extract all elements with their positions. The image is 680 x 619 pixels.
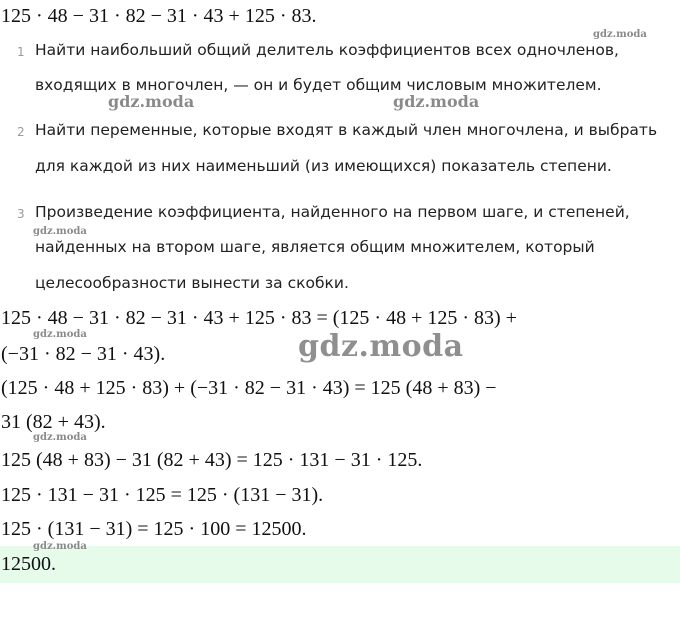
step-number: 1 — [17, 45, 25, 59]
problem-expression: 125 · 48 − 31 · 82 − 31 · 43 + 125 · 83. — [1, 5, 317, 27]
watermark: gdz.moda — [108, 92, 195, 111]
solution-line: 125 · (131 − 31) = 125 · 100 = 12500. — [1, 518, 307, 540]
answer-value: 12500. — [1, 553, 56, 575]
watermark: gdz.moda — [33, 432, 87, 443]
solution-line: (−31 · 82 − 31 · 43). — [1, 343, 166, 365]
step-number: 3 — [17, 207, 25, 221]
watermark: gdz.moda — [33, 541, 87, 552]
step-line: для каждой из них наименьший (из имеющихся) показатель степени. — [35, 157, 612, 175]
step-line: Найти переменные, которые входят в каждый член многочлена, и выбрать — [35, 121, 658, 139]
solution-line: (125 · 48 + 125 · 83) + (−31 · 82 − 31 · 43) = 125 (48 + 83) − — [1, 377, 497, 399]
step-line: целесообразности вынести за скобки. — [35, 274, 349, 292]
solution-line: 125 (48 + 83) − 31 (82 + 43) = 125 · 131 − 31 · 125. — [1, 449, 423, 471]
step-line: найденных на втором шаге, является общим множителем, который — [35, 238, 595, 256]
step-line: входящих в многочлен, — он и будет общим числовым множителем. — [35, 76, 602, 94]
watermark: gdz.moda — [298, 329, 464, 364]
watermark: gdz.moda — [33, 329, 87, 340]
step-line: Произведение коэффициента, найденного на первом шаге, и степеней, — [35, 203, 630, 221]
solution-line: 125 · 48 − 31 · 82 − 31 · 43 + 125 · 83 = (125 · 48 + 125 · 83) + — [1, 307, 517, 329]
watermark: gdz.moda — [393, 92, 480, 111]
watermark: gdz.moda — [33, 226, 87, 237]
solution-line: 125 · 131 − 31 · 125 = 125 · (131 − 31). — [1, 484, 324, 506]
answer-highlight — [0, 546, 680, 583]
watermark: gdz.moda — [593, 29, 647, 40]
step-number: 2 — [17, 125, 25, 139]
step-line: Найти наибольший общий делитель коэффициентов всех одночленов, — [35, 41, 619, 59]
solution-line: 31 (82 + 43). — [1, 411, 106, 433]
